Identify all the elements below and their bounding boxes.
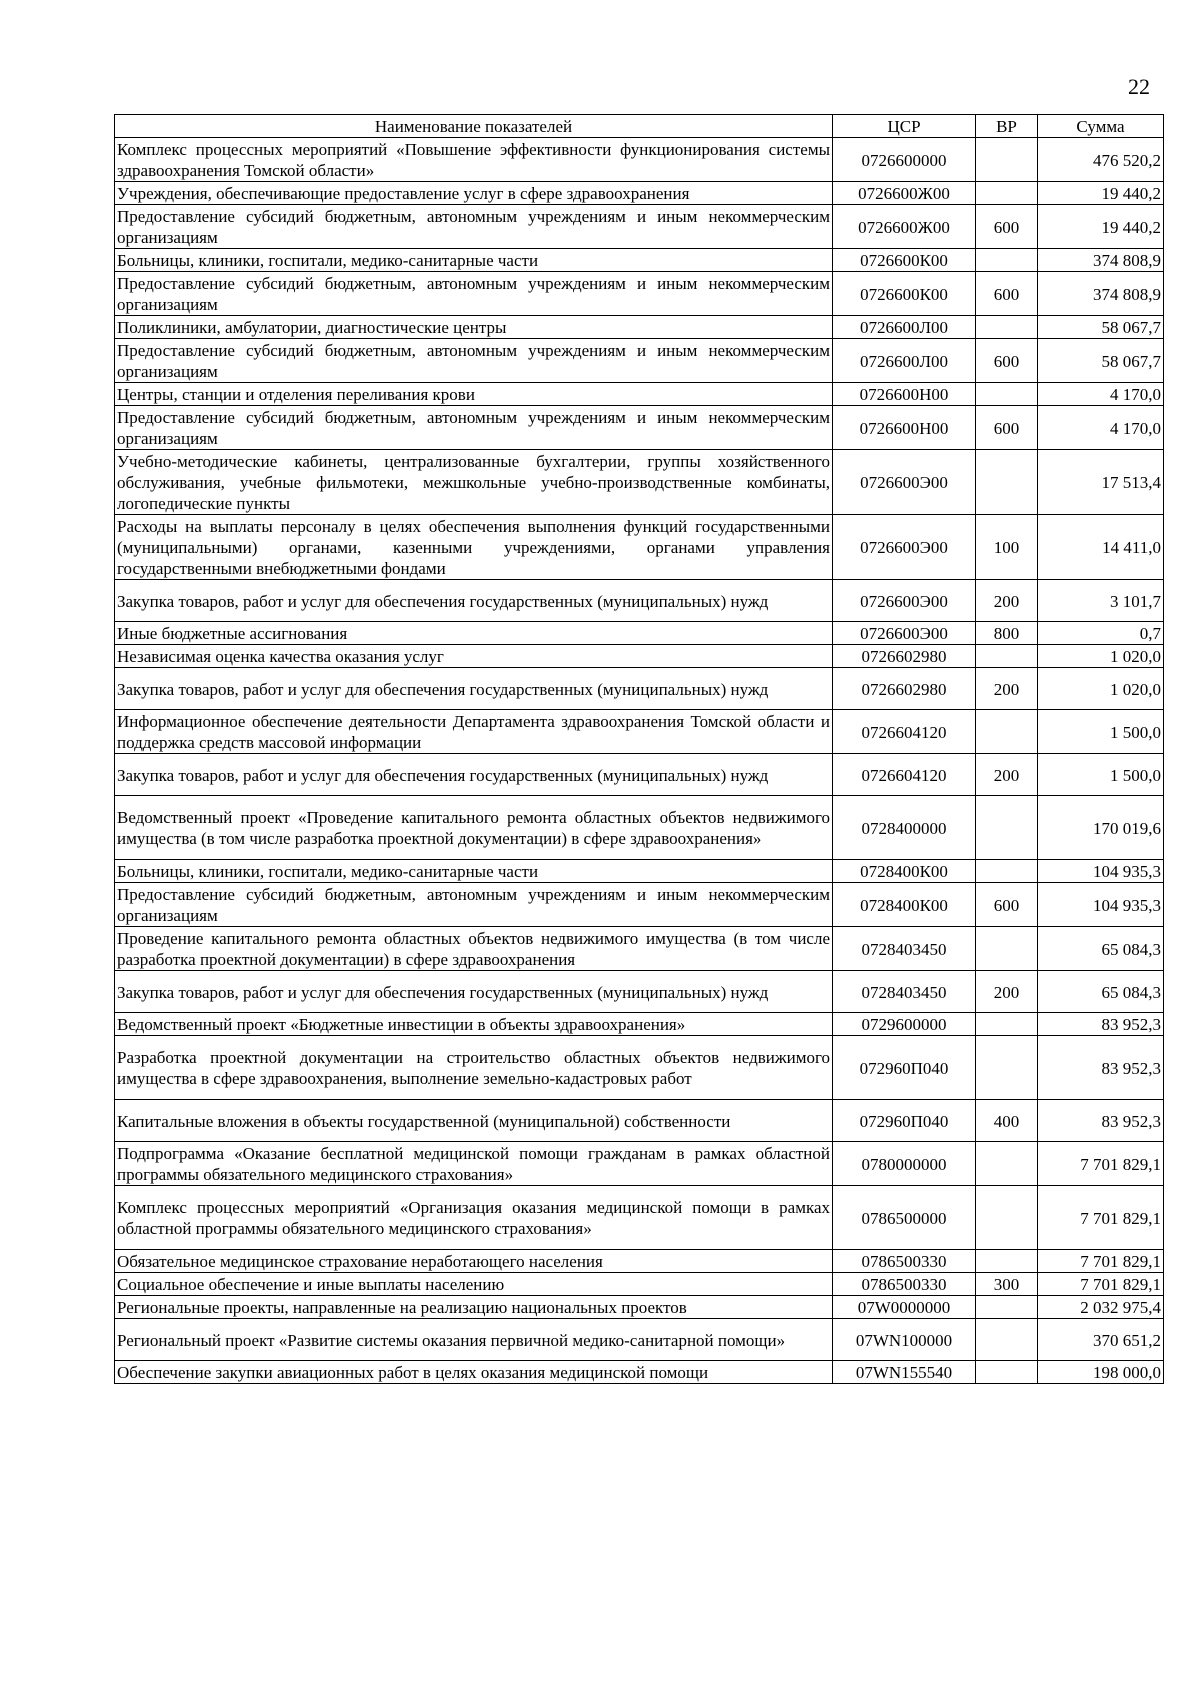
row-vr-cell (976, 182, 1038, 205)
row-code-cell: 0786500330 (833, 1250, 976, 1273)
row-sum-cell: 83 952,3 (1038, 1013, 1164, 1036)
row-vr-cell (976, 645, 1038, 668)
row-sum-cell: 198 000,0 (1038, 1361, 1164, 1384)
row-sum-cell: 4 170,0 (1038, 406, 1164, 450)
row-vr-cell: 300 (976, 1273, 1038, 1296)
row-name-cell: Закупка товаров, работ и услуг для обеспечения государственных (муниципальных) нужд (115, 668, 833, 710)
row-sum-cell: 83 952,3 (1038, 1100, 1164, 1142)
row-code-cell: 0726604120 (833, 754, 976, 796)
row-sum-cell: 2 032 975,4 (1038, 1296, 1164, 1319)
row-code-cell: 0726600К00 (833, 249, 976, 272)
row-code-cell: 07WN100000 (833, 1319, 976, 1361)
row-sum-cell: 170 019,6 (1038, 796, 1164, 860)
row-vr-cell (976, 796, 1038, 860)
header-sum: Сумма (1038, 115, 1164, 138)
table-row (115, 272, 1164, 316)
row-sum-cell: 1 020,0 (1038, 645, 1164, 668)
row-name-cell: Предоставление субсидий бюджетным, автономным учреждениям и иным некоммерческим организациям (115, 406, 833, 450)
row-vr-cell (976, 450, 1038, 515)
row-sum-cell: 19 440,2 (1038, 182, 1164, 205)
row-vr-cell: 200 (976, 754, 1038, 796)
row-name-cell: Ведомственный проект «Проведение капитального ремонта областных объектов недвижимого имущества (в том числе разработка проектной документации) в сфере здравоохранения» (115, 796, 833, 860)
row-sum-cell: 1 020,0 (1038, 668, 1164, 710)
table-row (115, 645, 1164, 668)
row-sum-cell: 0,7 (1038, 622, 1164, 645)
table-row (115, 1036, 1164, 1100)
row-code-cell: 0728403450 (833, 927, 976, 971)
row-vr-cell: 400 (976, 1100, 1038, 1142)
row-code-cell: 0726600Ж00 (833, 182, 976, 205)
row-code-cell: 0786500000 (833, 1186, 976, 1250)
row-name-cell: Обязательное медицинское страхование неработающего населения (115, 1250, 833, 1273)
row-name-cell: Независимая оценка качества оказания услуг (115, 645, 833, 668)
row-vr-cell (976, 1361, 1038, 1384)
row-code-cell: 0726600Н00 (833, 383, 976, 406)
row-vr-cell: 600 (976, 339, 1038, 383)
row-vr-cell: 600 (976, 272, 1038, 316)
row-vr-cell (976, 1036, 1038, 1100)
table-row (115, 580, 1164, 622)
row-code-cell: 0726602980 (833, 645, 976, 668)
row-vr-cell (976, 927, 1038, 971)
row-name-cell: Закупка товаров, работ и услуг для обеспечения государственных (муниципальных) нужд (115, 754, 833, 796)
row-vr-cell (976, 1319, 1038, 1361)
row-name-cell: Социальное обеспечение и иные выплаты населению (115, 1273, 833, 1296)
row-vr-cell (976, 1250, 1038, 1273)
row-sum-cell: 104 935,3 (1038, 860, 1164, 883)
row-code-cell: 0728400К00 (833, 860, 976, 883)
row-name-cell: Комплекс процессных мероприятий «Организация оказания медицинской помощи в рамках областной программы обязательного медицинского страхования» (115, 1186, 833, 1250)
table-row (115, 383, 1164, 406)
row-vr-cell (976, 1186, 1038, 1250)
row-code-cell: 0726600Э00 (833, 515, 976, 580)
row-vr-cell: 800 (976, 622, 1038, 645)
row-name-cell: Обеспечение закупки авиационных работ в целях оказания медицинской помощи (115, 1361, 833, 1384)
row-sum-cell: 19 440,2 (1038, 205, 1164, 249)
row-code-cell: 0729600000 (833, 1013, 976, 1036)
table-row (115, 205, 1164, 249)
row-sum-cell: 83 952,3 (1038, 1036, 1164, 1100)
row-sum-cell: 14 411,0 (1038, 515, 1164, 580)
row-vr-cell (976, 316, 1038, 339)
table-row (115, 1250, 1164, 1273)
row-vr-cell: 100 (976, 515, 1038, 580)
table-row (115, 710, 1164, 754)
row-vr-cell (976, 383, 1038, 406)
row-vr-cell (976, 249, 1038, 272)
row-name-cell: Учреждения, обеспечивающие предоставление услуг в сфере здравоохранения (115, 182, 833, 205)
row-name-cell: Иные бюджетные ассигнования (115, 622, 833, 645)
row-name-cell: Капитальные вложения в объекты государственной (муниципальной) собственности (115, 1100, 833, 1142)
budget-table (114, 114, 1164, 1384)
row-code-cell: 0726600Э00 (833, 450, 976, 515)
table-row (115, 339, 1164, 383)
row-vr-cell (976, 1142, 1038, 1186)
table-row (115, 927, 1164, 971)
table-row (115, 1361, 1164, 1384)
table-row (115, 1100, 1164, 1142)
table-header-row (115, 115, 1164, 138)
row-name-cell: Закупка товаров, работ и услуг для обеспечения государственных (муниципальных) нужд (115, 971, 833, 1013)
row-sum-cell: 7 701 829,1 (1038, 1142, 1164, 1186)
header-code: ЦСР (833, 115, 976, 138)
table-row (115, 1319, 1164, 1361)
row-sum-cell: 7 701 829,1 (1038, 1186, 1164, 1250)
row-code-cell: 0726600Э00 (833, 580, 976, 622)
row-code-cell: 07WN155540 (833, 1361, 976, 1384)
row-name-cell: Предоставление субсидий бюджетным, автономным учреждениям и иным некоммерческим организациям (115, 272, 833, 316)
row-name-cell: Учебно-методические кабинеты, централизованные бухгалтерии, группы хозяйственного обслуживания, учебные фильмотеки, межшкольные учебно-производственные комбинаты, логопедические пункты (115, 450, 833, 515)
table-row (115, 515, 1164, 580)
row-vr-cell (976, 860, 1038, 883)
row-name-cell: Предоставление субсидий бюджетным, автономным учреждениям и иным некоммерческим организациям (115, 205, 833, 249)
table-row (115, 754, 1164, 796)
header-name: Наименование показателей (115, 115, 833, 138)
row-name-cell: Региональные проекты, направленные на реализацию национальных проектов (115, 1296, 833, 1319)
row-sum-cell: 7 701 829,1 (1038, 1273, 1164, 1296)
row-vr-cell: 600 (976, 406, 1038, 450)
row-code-cell: 0726600Л00 (833, 316, 976, 339)
table-row (115, 1273, 1164, 1296)
row-code-cell: 0726600Н00 (833, 406, 976, 450)
row-name-cell: Проведение капитального ремонта областных объектов недвижимого имущества (в том числе разработка проектной документации) в сфере здравоохранения (115, 927, 833, 971)
table-row (115, 1013, 1164, 1036)
row-name-cell: Больницы, клиники, госпитали, медико-санитарные части (115, 249, 833, 272)
row-sum-cell: 1 500,0 (1038, 710, 1164, 754)
table-row (115, 668, 1164, 710)
row-vr-cell: 600 (976, 883, 1038, 927)
table-row (115, 450, 1164, 515)
table-row (115, 406, 1164, 450)
row-sum-cell: 370 651,2 (1038, 1319, 1164, 1361)
row-sum-cell: 58 067,7 (1038, 339, 1164, 383)
row-code-cell: 0728400000 (833, 796, 976, 860)
table-row (115, 138, 1164, 182)
row-name-cell: Расходы на выплаты персоналу в целях обеспечения выполнения функций государственными (муниципальными) органами, казенными учреждениями, органами управления государственными внебюджетными фондами (115, 515, 833, 580)
row-code-cell: 072960П040 (833, 1100, 976, 1142)
row-name-cell: Информационное обеспечение деятельности Департамента здравоохранения Томской области и поддержка средств массовой информации (115, 710, 833, 754)
row-sum-cell: 3 101,7 (1038, 580, 1164, 622)
row-code-cell: 0726604120 (833, 710, 976, 754)
table-body (115, 138, 1164, 1384)
row-name-cell: Разработка проектной документации на строительство областных объектов недвижимого имущества в сфере здравоохранения, выполнение земельно-кадастровых работ (115, 1036, 833, 1100)
table-row (115, 971, 1164, 1013)
table-row (115, 182, 1164, 205)
table-row (115, 316, 1164, 339)
row-code-cell: 0728403450 (833, 971, 976, 1013)
row-sum-cell: 65 084,3 (1038, 971, 1164, 1013)
row-vr-cell (976, 1013, 1038, 1036)
row-code-cell: 0728400К00 (833, 883, 976, 927)
row-name-cell: Больницы, клиники, госпитали, медико-санитарные части (115, 860, 833, 883)
row-sum-cell: 1 500,0 (1038, 754, 1164, 796)
row-vr-cell: 600 (976, 205, 1038, 249)
row-vr-cell: 200 (976, 668, 1038, 710)
row-sum-cell: 17 513,4 (1038, 450, 1164, 515)
table-row (115, 1296, 1164, 1319)
row-sum-cell: 58 067,7 (1038, 316, 1164, 339)
row-code-cell: 0726600000 (833, 138, 976, 182)
row-sum-cell: 374 808,9 (1038, 249, 1164, 272)
row-name-cell: Предоставление субсидий бюджетным, автономным учреждениям и иным некоммерческим организациям (115, 339, 833, 383)
row-name-cell: Предоставление субсидий бюджетным, автономным учреждениям и иным некоммерческим организациям (115, 883, 833, 927)
row-sum-cell: 4 170,0 (1038, 383, 1164, 406)
row-name-cell: Поликлиники, амбулатории, диагностические центры (115, 316, 833, 339)
table-row (115, 1142, 1164, 1186)
row-code-cell: 0786500330 (833, 1273, 976, 1296)
row-name-cell: Ведомственный проект «Бюджетные инвестиции в объекты здравоохранения» (115, 1013, 833, 1036)
header-vr: ВР (976, 115, 1038, 138)
table-row (115, 622, 1164, 645)
row-vr-cell (976, 1296, 1038, 1319)
row-vr-cell: 200 (976, 580, 1038, 622)
row-sum-cell: 374 808,9 (1038, 272, 1164, 316)
table-row (115, 796, 1164, 860)
page-number: 22 (1128, 74, 1150, 99)
row-vr-cell (976, 138, 1038, 182)
row-sum-cell: 65 084,3 (1038, 927, 1164, 971)
row-code-cell: 0726600Ж00 (833, 205, 976, 249)
row-code-cell: 0780000000 (833, 1142, 976, 1186)
row-name-cell: Комплекс процессных мероприятий «Повышение эффективности функционирования системы здравоохранения Томской области» (115, 138, 833, 182)
row-code-cell: 0726602980 (833, 668, 976, 710)
row-code-cell: 0726600К00 (833, 272, 976, 316)
row-code-cell: 0726600Л00 (833, 339, 976, 383)
row-vr-cell: 200 (976, 971, 1038, 1013)
row-sum-cell: 7 701 829,1 (1038, 1250, 1164, 1273)
table-row (115, 883, 1164, 927)
row-vr-cell (976, 710, 1038, 754)
row-code-cell: 0726600Э00 (833, 622, 976, 645)
row-code-cell: 072960П040 (833, 1036, 976, 1100)
table-row (115, 860, 1164, 883)
row-name-cell: Центры, станции и отделения переливания крови (115, 383, 833, 406)
row-name-cell: Закупка товаров, работ и услуг для обеспечения государственных (муниципальных) нужд (115, 580, 833, 622)
row-name-cell: Региональный проект «Развитие системы оказания первичной медико-санитарной помощи» (115, 1319, 833, 1361)
row-code-cell: 07W0000000 (833, 1296, 976, 1319)
row-name-cell: Подпрограмма «Оказание бесплатной медицинской помощи гражданам в рамках областной программы обязательного медицинского страхования» (115, 1142, 833, 1186)
table-row (115, 249, 1164, 272)
table-row (115, 1186, 1164, 1250)
row-sum-cell: 476 520,2 (1038, 138, 1164, 182)
row-sum-cell: 104 935,3 (1038, 883, 1164, 927)
